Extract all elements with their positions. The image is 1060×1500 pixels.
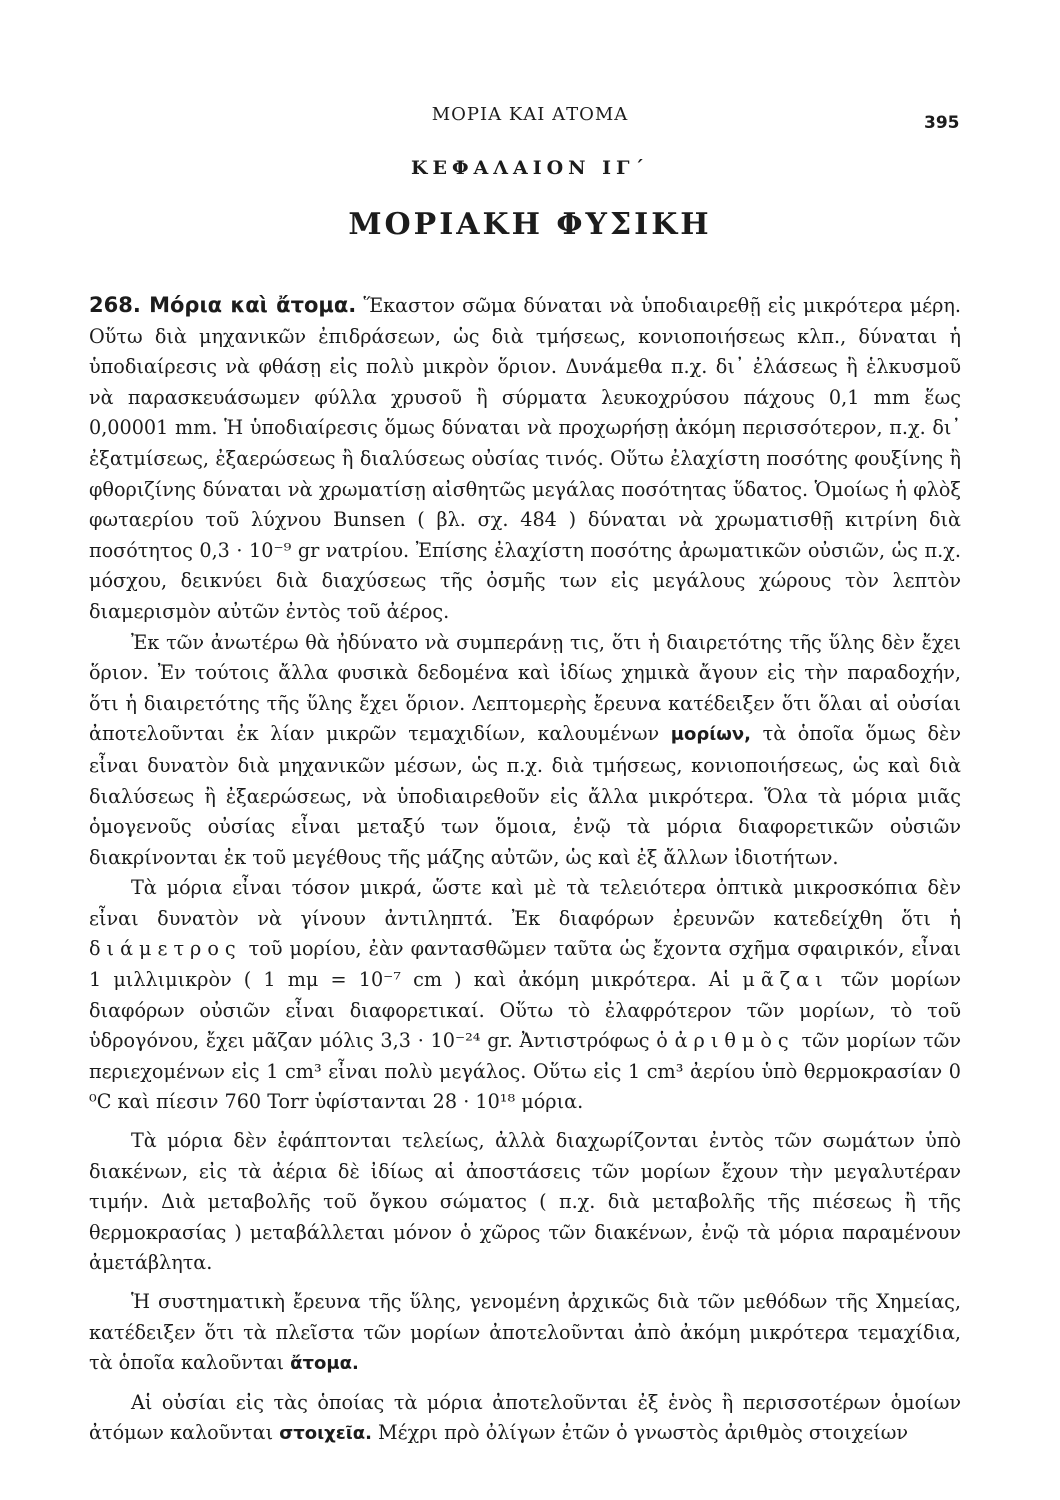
chapter-label: ΚΕΦΑΛΑΙΟΝ ΙΓ΄ — [410, 157, 650, 179]
term-moria: μορίων, — [670, 724, 752, 746]
chapter-title: ΜΟΡΙΑΚΗ ΦΥΣΙΚΗ — [348, 207, 712, 242]
paragraph-6-text-b: Μέχρι πρὸ ὀλίγων ἐτῶν ὁ γνωστὸς ἀριθμὸς στοιχείων — [371, 1421, 909, 1445]
paragraph-5 — [89, 1287, 961, 1380]
paragraph-5-text: Ἡ συστηματικὴ ἔρευνα τῆς ὕλης, γενομένη ἀρχικῶς διὰ τῶν μεθόδων τῆς Χημείας, κατέδειξεν ὅτι τὰ πλεῖστα τῶν μορίων ἀποτελοῦνται ἀπὸ ἀκόμη μικρότερα τεμαχίδια, τὰ ὁποῖα καλοῦνται — [89, 1290, 961, 1375]
paragraph-3-text-c: τῶν μορίων διαφόρων οὐσιῶν εἶναι διαφορετικαί. Οὕτω τὸ ἐλαφρότερον τῶν μορίων, τὸ τοῦ ὑδρογόνου, ἔχει μᾶζαν μόλις 3,3 · 10⁻²⁴ gr. Ἀντιστρόφως ὁ — [89, 968, 961, 1053]
paragraph-2-text-a: Ἐκ τῶν ἀνωτέρω θὰ ἠδύνατο νὰ συμπεράνῃ τις, ὅτι ἡ διαιρετότης τῆς ὕλης δὲν ἔχει ὅριον. Ἐν τούτοις ἄλλα φυσικὰ δεδομένα καὶ ἰδίως χημικὰ ἄγουν εἰς τὴν παραδοχήν, ὅτι ἡ διαιρετότης τῆς ὕλης ἔχει ὅριον. Λεπτομερὴς ἔρευνα κατέδειξεν ὅτι ὅλαι αἱ οὐσίαι ἀποτελοῦνται ἐκ λίαν μικρῶν τεμαχιδίων, καλουμένων — [89, 630, 961, 746]
spaced-term-arithmos: ἀριθμὸς — [674, 1029, 795, 1053]
paragraph-3-text-a: Τὰ μόρια εἶναι τόσον μικρά, ὥστε καὶ μὲ τὰ τελειότερα ὀπτικὰ μικροσκόπια δὲν εἶναι δυνατὸν νὰ γίνουν ἀντιληπτά. Ἐκ διαφόρων ἐρευνῶν κατεδείχθη ὅτι ἡ — [89, 876, 961, 930]
spaced-term-mazai: μᾶζαι — [742, 968, 829, 992]
paragraph-3-text-b: τοῦ μορίου, ἐὰν φαντασθῶμεν ταῦτα ὡς ἔχοντα σχῆμα σφαιρικόν, εἶναι 1 μιλλιμικρὸν ( 1 mμ = 10⁻⁷ cm ) καὶ ἀκόμη μικρότερα. Αἱ — [89, 937, 961, 992]
paragraph-4: Τὰ μόρια δὲν ἐφάπτονται τελείως, ἀλλὰ διαχωρίζονται ἐντὸς τῶν σωμάτων ὑπὸ διακένων, εἰς τὰ ἀέρια δὲ ἰδίως αἱ ἀποστάσεις τῶν μορίων ἔχουν τὴν μεγαλυτέραν τιμήν. Διὰ μεταβολῆς τοῦ ὄγκου σώματος ( π.χ. διὰ μεταβολῆς τῆς πιέσεως ἢ τῆς θερμοκρασίας ) μεταβάλλεται μόνον ὁ χῶρος τῶν διακένων, ἐνῷ τὰ μόρια παραμένουν ἀμετάβλητα. — [89, 1129, 961, 1275]
paragraph-2-text-b: τὰ ὁποῖα ὅμως δὲν εἶναι δυνατὸν διὰ μηχανικῶν μέσων, ὡς π.χ. διὰ τμήσεως, κονιοποιήσεως, ὡς καὶ διὰ διαλύσεως ἢ ἐξαερώσεως, νὰ ὑποδιαιρεθοῦν εἰς ἄλλα μικρότερα. Ὅλα τὰ μόρια μιᾶς ὁμογενοῦς οὐσίας εἶναι μεταξύ των ὅμοια, ἐνῷ τὰ μόρια διαφορετικῶν οὐσιῶν διακρίνονται ἐκ τοῦ μεγέθους τῆς μάζης αὐτῶν, ὡς καὶ ἐξ ἄλλων ἰδιοτήτων. — [89, 722, 961, 869]
paragraph-1-text: Ἕκαστον σῶμα δύναται νὰ ὑποδιαιρεθῇ εἰς μικρότερα μέρη. Οὕτω διὰ μηχανικῶν ἐπιδράσεων, ὡς διὰ τμήσεως, κονιοποιήσεως κλπ., δύναται ἡ ὑποδιαίρεσις νὰ φθάσῃ εἰς πολὺ μικρὸν ὅριον. Δυνάμεθα π.χ. δι᾽ ἐλάσεως ἢ ἑλκυσμοῦ νὰ παρασκευάσωμεν φύλλα χρυσοῦ ἢ σύρματα λευκοχρύσου πάχους 0,1 mm ἕως 0,00001 mm. Ἡ ὑποδιαίρεσις ὅμως δύναται νὰ προχωρήσῃ ἀκόμη περισσότερον, π.χ. δι᾽ ἐξατμίσεως, ἐξαερώσεως ἢ διαλύσεως οὐσίας τινός. Οὕτω ἐλαχίστη ποσότης φουξίνης ἢ φθοριζίνης δύναται νὰ χρωματίσῃ αἰσθητῶς μεγάλας ποσότητας ὕδατος. Ὁμοίως ἡ φλὸξ φωταερίου τοῦ λύχνου Bunsen ( βλ. σχ. 484 ) δύναται νὰ χρωματισθῇ κιτρίνη διὰ ποσότητος 0,3 · 10⁻⁹ gr νατρίου. Ἐπίσης ἐλαχίστη ποσότης ἀρωματικῶν οὐσιῶν, ὡς π.χ. μόσχου, δεικνύει διὰ διαχύσεως τῆς ὀσμῆς των εἰς μεγάλους χώρους τὸν λεπτὸν διαμερισμὸν αὐτῶν ἐντὸς τοῦ ἀέρος. — [89, 294, 961, 623]
paragraph-6-text-a: Αἱ οὐσίαι εἰς τὰς ὁποίας τὰ μόρια ἀποτελοῦνται ἐξ ἑνὸς ἢ περισσοτέρων ὁμοίων ἀτόμων καλοῦνται — [89, 1390, 961, 1445]
paragraph-3-text-d: τῶν μορίων τῶν περιεχομένων εἰς 1 cm³ εἶναι πολὺ μεγάλος. Οὕτω εἰς 1 cm³ ἀερίου ὑπὸ θερμοκρασίαν 0 ⁰C καὶ πίεσιν 760 Torr ὑφίστανται 28 · 10¹⁸ μόρια. — [89, 1029, 961, 1114]
paragraph-3 — [89, 873, 961, 1118]
page-number: 395 — [924, 113, 960, 133]
section-heading: 268. Μόρια καὶ ἄτομα. — [89, 293, 357, 317]
body-text — [89, 290, 961, 1450]
paragraph-2 — [89, 628, 961, 874]
paragraph-6 — [89, 1388, 961, 1450]
running-head: ΜΟΡΙΑ ΚΑΙ ΑΤΟΜΑ — [431, 104, 629, 125]
term-atoma: ἄτομα. — [290, 1353, 359, 1375]
term-stoicheia: στοιχεῖα. — [279, 1423, 372, 1445]
paragraph-1 — [89, 290, 961, 628]
spaced-term-diametros: διάμετρος — [89, 937, 242, 961]
